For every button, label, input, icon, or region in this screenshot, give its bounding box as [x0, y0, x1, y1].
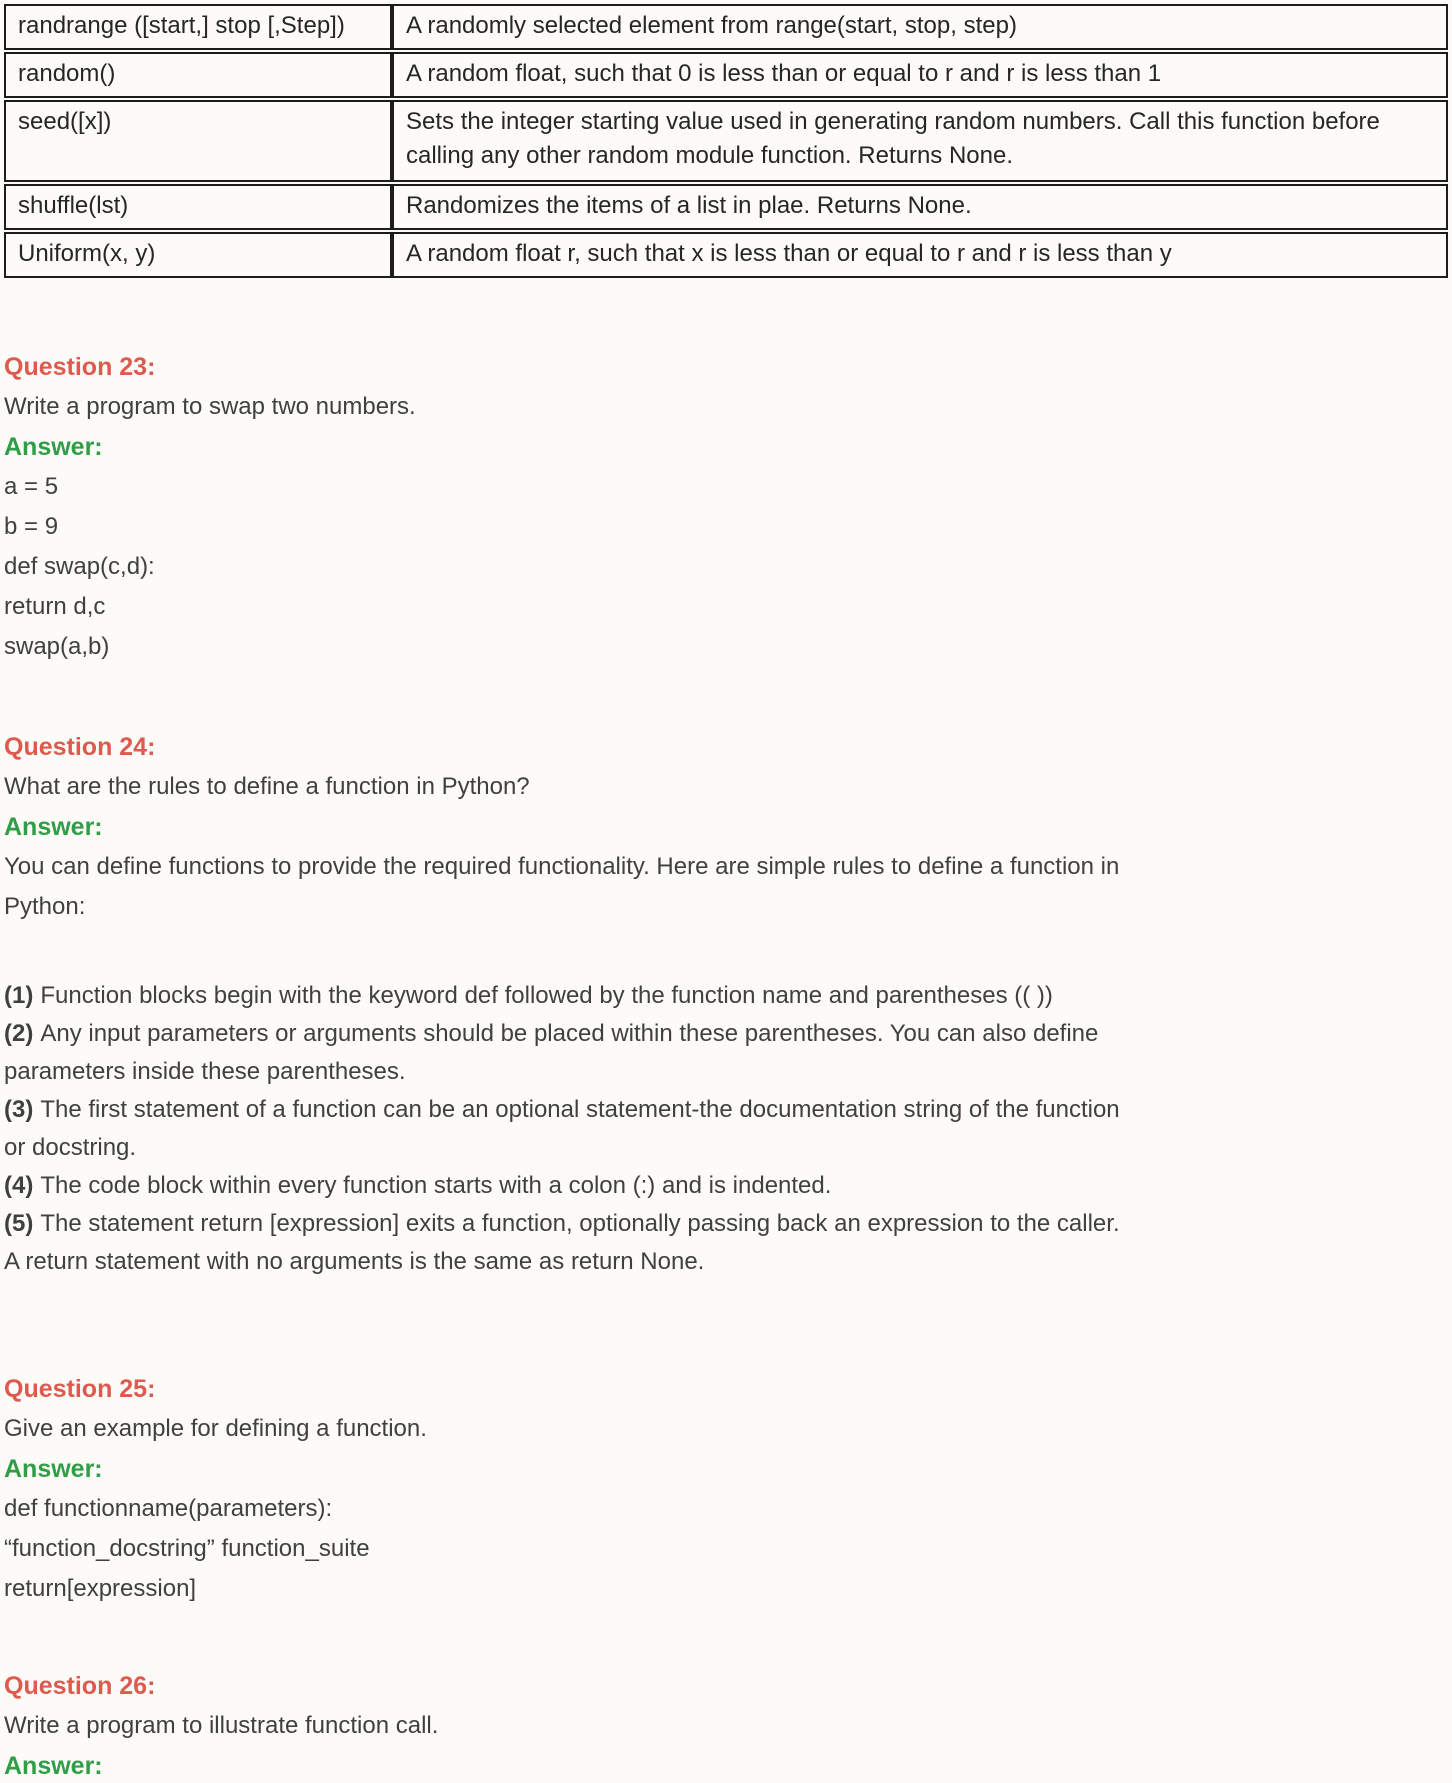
document-body [4, 347, 1448, 1783]
rule-item [4, 977, 1139, 1015]
function-rules-list [4, 977, 1139, 1281]
function-name-cell: shuffle(lst) [4, 184, 392, 230]
rule-text: The statement return [expression] exits a function, optionally passing back an expression to the caller. A return statement with no arguments is the same as return None. [4, 1210, 1120, 1275]
rule-text: The code block within every function starts with a colon (:) and is indented. [40, 1172, 832, 1199]
rule-text: Any input parameters or arguments should be placed within these parentheses. You can also define parameters inside these parentheses. [4, 1020, 1099, 1085]
rule-number: (5) [4, 1210, 34, 1237]
code-line: return d,c [4, 593, 106, 620]
question-25-block [4, 1369, 1164, 1609]
rule-number: (2) [4, 1020, 34, 1047]
rule-number: (3) [4, 1096, 34, 1123]
code-line: a = 5 [4, 473, 59, 500]
answer-label: Answer: [4, 1752, 103, 1780]
function-description-cell: Randomizes the items of a list in plae. Returns None. [392, 184, 1448, 230]
function-name-cell: random() [4, 52, 392, 98]
question-text: Write a program to swap two numbers. [4, 393, 416, 420]
question-heading: Question 26: [4, 1672, 156, 1700]
table-row [4, 4, 1448, 50]
table-row [4, 52, 1448, 98]
table-row [4, 100, 1448, 182]
rule-text: The first statement of a function can be an optional statement-the documentation string of the function or docstring. [4, 1096, 1120, 1161]
answer-intro: You can define functions to provide the required functionality. Here are simple rules to define a function in Python: [4, 853, 1120, 920]
question-text: Write a program to illustrate function call. [4, 1712, 439, 1739]
table-row [4, 184, 1448, 230]
answer-label: Answer: [4, 433, 103, 461]
function-description-cell: Sets the integer starting value used in generating random numbers. Call this function before calling any other random module function. Returns None. [392, 100, 1448, 182]
code-line: “function_docstring” function_suite [4, 1535, 370, 1562]
rule-number: (1) [4, 982, 34, 1009]
function-name-cell: Uniform(x, y) [4, 232, 392, 278]
code-line: def swap(c,d): [4, 553, 155, 580]
question-23-block [4, 347, 1164, 667]
function-description-cell: A randomly selected element from range(start, stop, step) [392, 4, 1448, 50]
question-text: Give an example for defining a function. [4, 1415, 427, 1442]
question-heading: Question 24: [4, 733, 156, 761]
rule-text: Function blocks begin with the keyword def followed by the function name and parentheses (( )) [40, 982, 1053, 1009]
answer-label: Answer: [4, 813, 103, 841]
function-name-cell: seed([x]) [4, 100, 392, 182]
function-name-cell: randrange ([start,] stop [,Step]) [4, 4, 392, 50]
rule-item [4, 1167, 1139, 1205]
question-24-block [4, 727, 1164, 1281]
random-module-reference-table [4, 2, 1448, 280]
question-text: What are the rules to define a function in Python? [4, 773, 530, 800]
code-line: return[expression] [4, 1575, 197, 1602]
table-row [4, 232, 1448, 278]
question-heading: Question 25: [4, 1375, 156, 1403]
rule-item [4, 1015, 1139, 1091]
answer-label: Answer: [4, 1455, 103, 1483]
function-description-cell: A random float r, such that x is less than or equal to r and r is less than y [392, 232, 1448, 278]
rule-item [4, 1205, 1139, 1281]
rule-item [4, 1091, 1139, 1167]
question-heading: Question 23: [4, 353, 156, 381]
code-line: swap(a,b) [4, 633, 110, 660]
code-line: def functionname(parameters): [4, 1495, 333, 1522]
code-line: b = 9 [4, 513, 59, 540]
function-description-cell: A random float, such that 0 is less than or equal to r and r is less than 1 [392, 52, 1448, 98]
rule-number: (4) [4, 1172, 34, 1199]
question-26-block [4, 1666, 1164, 1783]
